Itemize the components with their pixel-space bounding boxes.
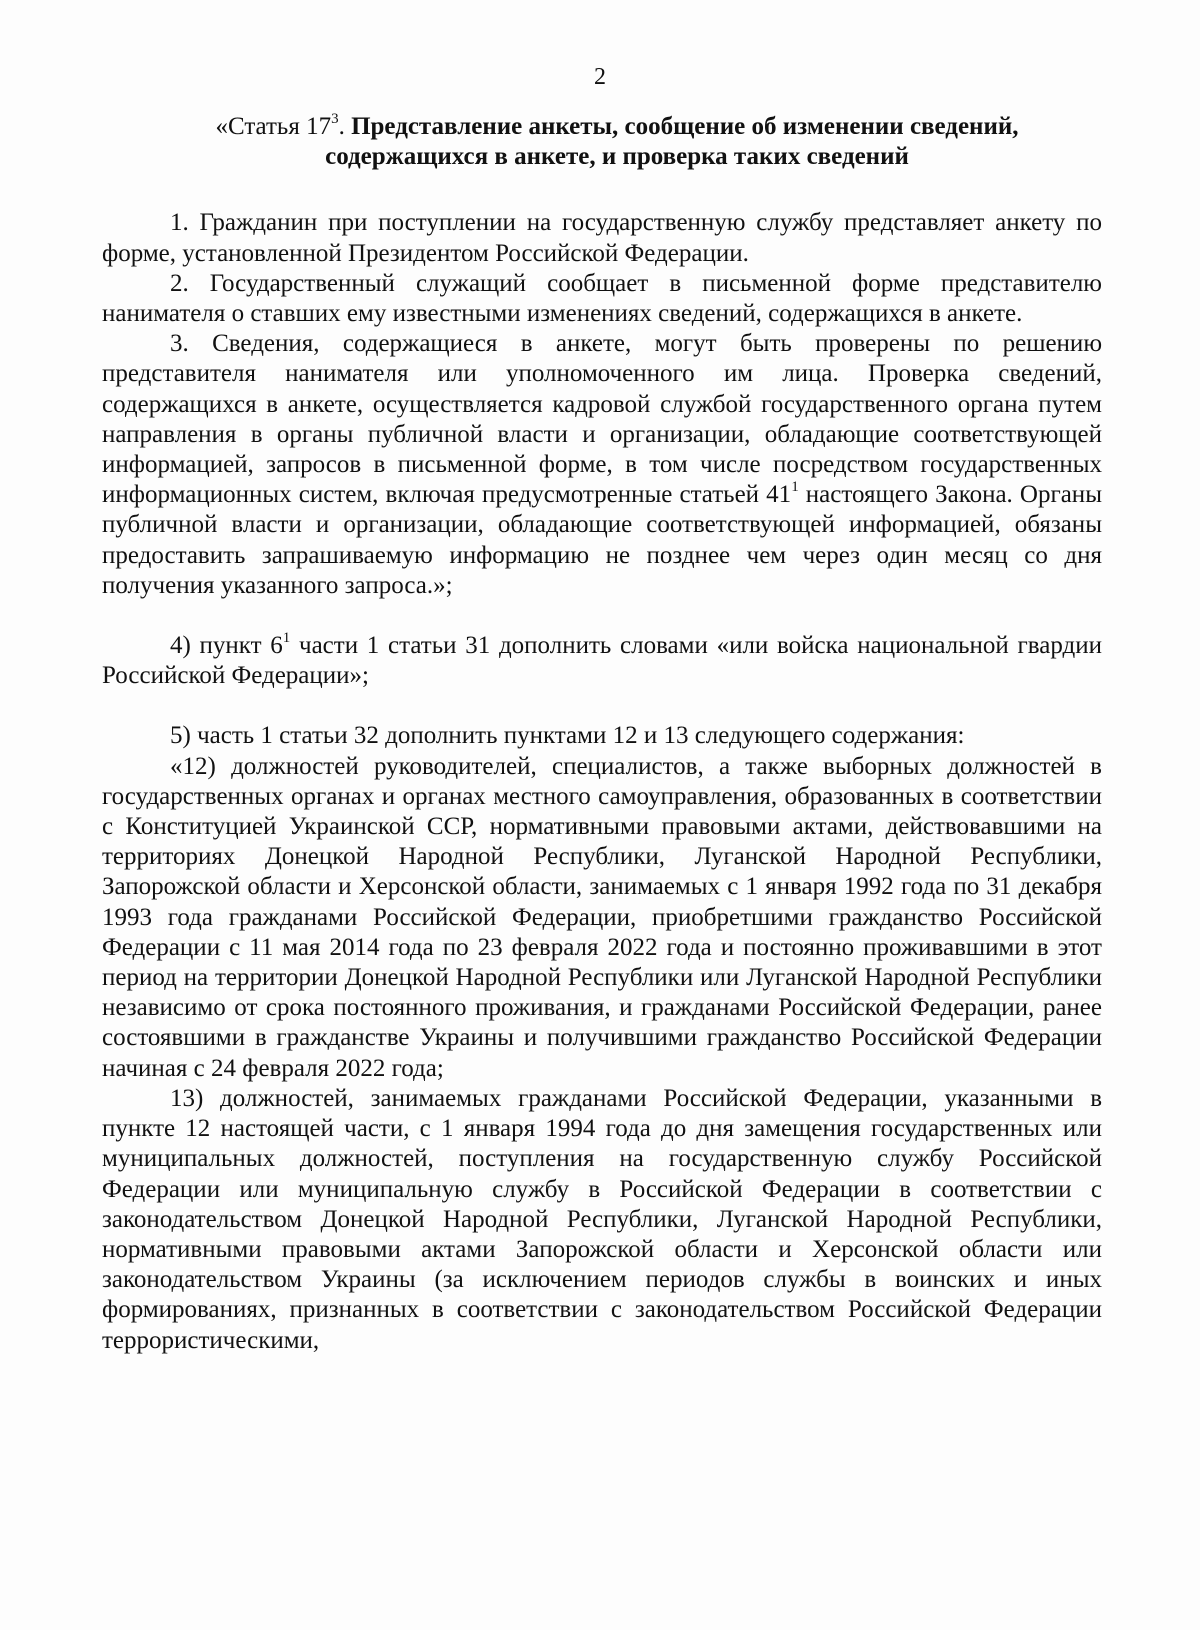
article-dot: . <box>338 113 345 140</box>
paragraph-item-4-text-a: 4) пункт 6 <box>170 632 283 660</box>
paragraph-point-12: «12) должностей руководителей, специалистов, а также выборных должностей в государственных органах и органах местного самоуправления, образованных в соответствии с Конституцией Украинской ССР, нормативными правовыми актами, действовавшими на территориях Донецкой Народной Республики, Луганской Народной Республики, Запорожской области и Херсонской области, занимаемых с 1 января 1992 года по 31 декабря 1993 года гражданами Российской Федерации, приобретшими гражданство Российской Федерации с 11 мая 2014 года по 23 февраля 2022 года и постоянно проживавшими в этот период на территории Донецкой Народной Республики или Луганской Народной Республики независимо от срока постоянного проживания, и гражданами Российской Федерации, ранее состоявшими в гражданстве Украины и получившими гражданство Российской Федерации начиная с 24 февраля 2022 года; <box>102 752 1102 1082</box>
article-title <box>102 112 1102 172</box>
paragraph-3-text-b: настоящего Закона. Органы публичной власти и организации, обладающие соответствующей информацией, обязаны предоставить запрашиваемую информацию не позднее чем через один месяц со дня получения указанного запроса.»; <box>102 481 1102 599</box>
document-body <box>102 112 1102 1356</box>
paragraph-item-4 <box>102 631 1102 691</box>
paragraph-3-superscript: 1 <box>791 479 799 496</box>
paragraph-1: 1. Гражданин при поступлении на государственную службу представляет анкету по форме, установленной Президентом Российской Федерации. <box>102 209 1102 267</box>
paragraph-2: 2. Государственный служащий сообщает в письменной форме представителю нанимателя о ставших ему известными изменениях сведений, содержащихся в анкете. <box>102 269 1102 328</box>
article-number-superscript: 3 <box>331 111 339 127</box>
paragraph-3 <box>102 329 1102 601</box>
paragraph-item-4-superscript: 1 <box>282 630 291 647</box>
article-title-line-1 <box>132 112 1102 142</box>
article-prefix: «Статья 17 <box>215 113 332 140</box>
article-heading-line-2: содержащихся в анкете, и проверка таких сведений <box>325 143 909 171</box>
paragraph-point-13: 13) должностей, занимаемых гражданами Российской Федерации, указанными в пункте 12 настоящей части, с 1 января 1994 года до дня замещения государственных или муниципальных должностей, поступления на государственную службу Российской Федерации или муниципальную службу в Российской Федерации в соответствии с законодательством Донецкой Народной Республики, Луганской Народной Республики, нормативными правовыми актами Запорожской области и Херсонской области или законодательством Украины (за исключением периодов службы в воинских и иных формированиях, признанных в соответствии с законодательством Российской Федерации террористическими, <box>102 1084 1102 1354</box>
page-number: 2 <box>594 64 606 90</box>
paragraph-item-4-text-b: части 1 статьи 31 дополнить словами «или войска национальной гвардии Российской Федерации»; <box>102 632 1102 690</box>
paragraph-item-5: 5) часть 1 статьи 32 дополнить пунктами 12 и 13 следующего содержания: <box>170 722 965 750</box>
paragraph-3-text-a: 3. Сведения, содержащиеся в анкете, могут быть проверены по решению представителя нанимателя или уполномоченного им лица. Проверка сведений, содержащихся в анкете, осуществляется кадровой службой государственного органа путем направления в органы публичной власти и организации, обладающие соответствующей информацией, запросов в письменной форме, в том числе посредством государственных информационных систем, включая предусмотренные статьей 41 <box>102 330 1102 509</box>
article-heading-line-1: Представление анкеты, сообщение об изменении сведений, <box>344 113 1019 140</box>
